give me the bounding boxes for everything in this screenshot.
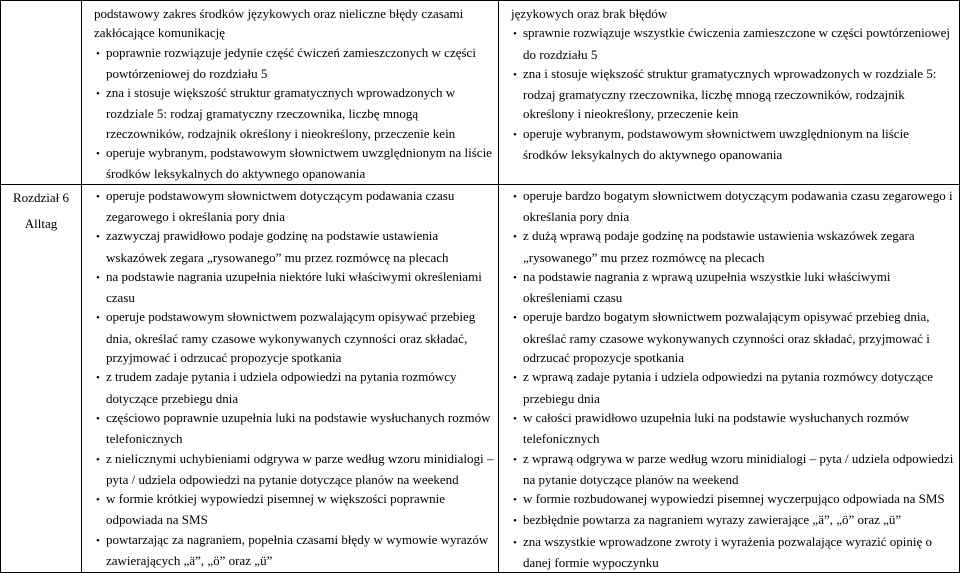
bullet-icon: • [96, 271, 100, 284]
list-item: • sprawnie rozwiązuje wszystkie ćwiczenia zamieszczone w części powtórzeniowej do rozdziału 5 [513, 25, 950, 62]
list-item: • w całości prawidłowo uzupełnia luki na podstawie wysłuchanych rozmów telefonicznych [513, 409, 910, 447]
chapter-subtitle: Alltag [24, 215, 58, 231]
bullet-icon: • [513, 190, 517, 203]
list-item: podstawowy zakres środków językowych oraz nieliczne błędy czasami zakłócające komunikację [94, 6, 464, 41]
bullet-icon: • [96, 453, 100, 466]
bullet-icon: • [513, 453, 517, 466]
table-row-bottom [1, 184, 960, 573]
bullet-icon: • [96, 494, 100, 507]
list-item: • powtarzając za nagraniem, popełnia czasami błędy w wymowie wyrazów zawierających „ä”, „ö” oraz „ü” [96, 531, 489, 569]
cell-top-advanced [499, 1, 960, 185]
bullet-icon: • [96, 412, 100, 425]
list-item: • operuje bardzo bogatym słownictwem dotyczącym podawania czasu zegarowego i określania pory dnia [513, 187, 953, 224]
bullet-icon: • [96, 312, 100, 325]
list-item: • częściowo poprawnie uzupełnia luki na podstawie wysłuchanych rozmów telefonicznych [96, 409, 491, 447]
bullet-icon: • [96, 148, 100, 161]
list-item: językowych oraz brak błędów [511, 6, 668, 21]
list-item: • operuje bardzo bogatym słownictwem pozwalającym opisywać przebieg dnia, określać ramy czasowe wykonywanych czynności oraz składać, przyjmować i odrzucać propozycje spotkania [513, 309, 930, 366]
list-item: • poprawnie rozwiązuje jedynie część ćwiczeń zamieszczonych w części powtórzeniowej do rozdziału 5 [96, 44, 476, 81]
bullet-icon: • [513, 372, 517, 385]
list-item: • z wprawą zadaje pytania i udziela odpowiedzi na pytania rozmówcy dotyczące przebiegu dnia [513, 369, 934, 406]
bullet-icon: • [513, 494, 517, 507]
bullet-icon: • [513, 536, 517, 549]
list-item: • operuje wybranym, podstawowym słownictwem uwzględnionym na liście środków leksykalnych do aktywnego opanowania [513, 125, 909, 163]
list-item: • operuje podstawowym słownictwem dotyczącym podawania czasu zegarowego i określania pory dnia [96, 187, 455, 224]
bullet-icon: • [96, 47, 100, 60]
bullet-icon: • [513, 68, 517, 81]
list-item: • w formie krótkiej wypowiedzi pisemnej w większości poprawnie odpowiada na SMS [96, 491, 445, 528]
list-item: • z dużą wprawą podaje godzinę na podstawie ustawienia wskazówek zegara „rysowanego” mu przez rozmówcę na plecach [513, 228, 915, 265]
bullet-icon: • [513, 271, 517, 284]
bullet-icon: • [513, 515, 517, 528]
bullet-icon: • [96, 190, 100, 203]
list-item: • na podstawie nagrania uzupełnia niektóre luki właściwymi określeniami czasu [96, 268, 482, 306]
list-item: • z trudem zadaje pytania i udziela odpowiedzi na pytania rozmówcy dotyczące przebiegu dnia [96, 369, 457, 406]
bullet-icon: • [513, 28, 517, 41]
list-item: • zazwyczaj prawidłowo podaje godzinę na podstawie ustawienia wskazówek zegara „rysowanego” mu przez rozmówcę na plecach [96, 228, 449, 265]
chapter-label-cell [1, 184, 82, 573]
list-item: • w formie rozbudowanej wypowiedzi pisemnej wyczerpująco odpowiada na SMS [505, 489, 955, 510]
list-item: • zna i stosuje większość struktur gramatycznych wprowadzonych w rozdziale 5: rodzaj gramatyczny rzeczownika, liczbę mnogą rzeczowników, rodzajnik określony i nieokreślony, przeczenie kein [96, 85, 456, 141]
bullet-icon: • [513, 312, 517, 325]
bullet-icon: • [96, 231, 100, 244]
list-item: • na podstawie nagrania z wprawą uzupełnia wszystkie luki właściwymi określeniami czasu [513, 268, 891, 306]
empty-label-cell [1, 1, 82, 185]
list-item: • operuje podstawowym słownictwem pozwalającym opisywać przebieg dnia, określać ramy czasowe wykonywanych czynności oraz składać, przyjmować i odrzucać propozycje spotkania [96, 309, 476, 366]
cell-bottom-advanced [499, 184, 960, 573]
chapter-title: Rozdział 6 [13, 189, 69, 205]
bullet-icon: • [513, 128, 517, 141]
list-item: • zna i stosuje większość struktur gramatycznych wprowadzonych w rozdziale 5: rodzaj gramatyczny rzeczownika, liczbę mnogą rzeczowników, rodzajnik określony i nieokreślony, przeczenie kein [513, 65, 937, 122]
bullet-icon: • [513, 412, 517, 425]
list-item: • z nielicznymi uchybieniami odgrywa w parze według wzoru minidialogi – pyta / udziela odpowiedzi na pytanie dotyczące planów na weekend [96, 450, 494, 487]
bullet-icon: • [96, 88, 100, 101]
bullet-icon: • [96, 372, 100, 385]
table-row-top [1, 1, 960, 185]
bullet-icon: • [96, 534, 100, 547]
cell-bottom-basic [82, 184, 499, 573]
bullet-icon: • [513, 231, 517, 244]
list-item: • bezbłędnie powtarza za nagraniem wyrazy zawierające „ä”, „ö” oraz „ü” [505, 510, 955, 531]
list-item: • z wprawą odgrywa w parze według wzoru minidialogi – pyta / udziela odpowiedzi na pytanie dotyczące planów na weekend [513, 450, 954, 487]
cell-top-basic [82, 1, 499, 185]
list-item: • operuje wybranym, podstawowym słownictwem uwzględnionym na liście środków leksykalnych do aktywnego opanowania [96, 145, 492, 182]
list-item: • zna wszystkie wprowadzone zwroty i wyrażenia pozwalające wyrazić opinię o danej formie wypoczynku [513, 533, 932, 571]
